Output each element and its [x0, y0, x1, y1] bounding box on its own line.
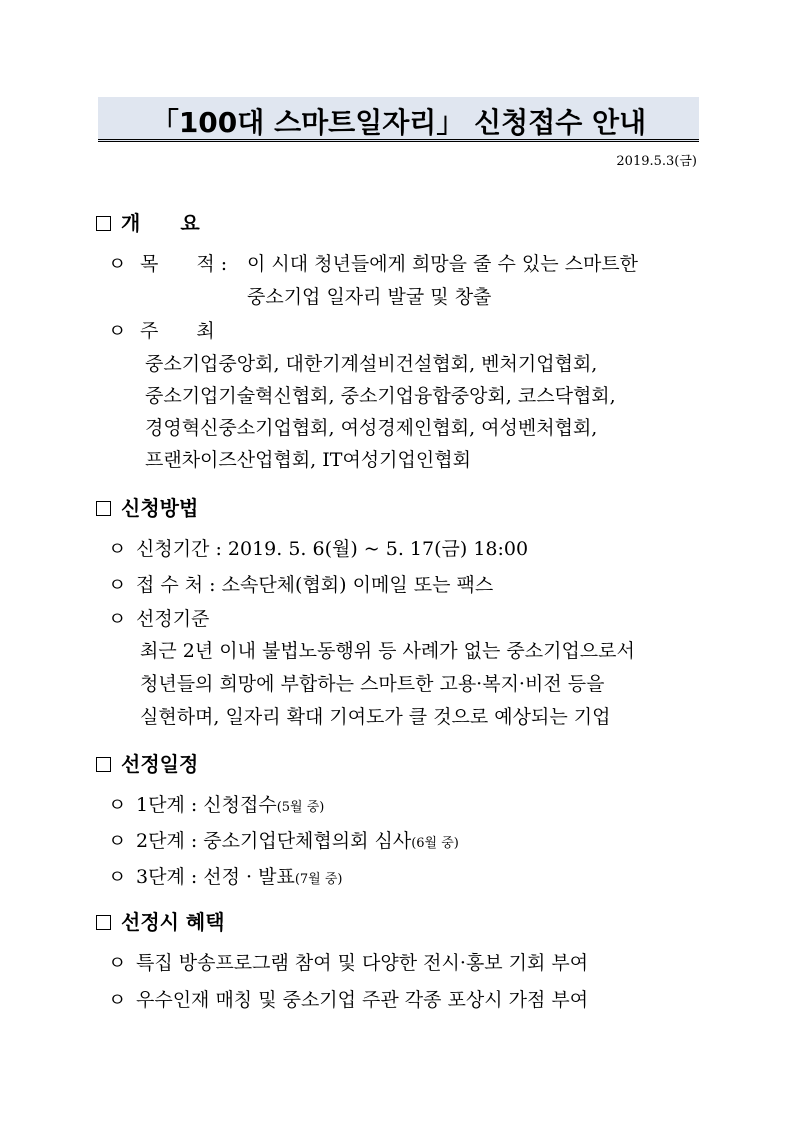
section-heading-benefits: 선정시 혜택	[96, 906, 225, 935]
purpose-text-cont: 중소기업 일자리 발굴 및 창출	[247, 286, 492, 308]
bullet-icon: ㅇ	[108, 794, 127, 816]
host-list-item: 중소기업기술혁신협회, 중소기업융합중앙회, 코스닥협회,	[145, 385, 616, 407]
bullet-icon: ㅇ	[108, 608, 127, 630]
schedule-step-2: 2단계 : 중소기업단체협의회 심사(6월 중)	[136, 830, 459, 852]
bullet-icon: ㅇ	[108, 989, 127, 1011]
bullet-icon: ㅇ	[108, 538, 127, 560]
benefit-item: 특집 방송프로그램 참여 및 다양한 전시·홍보 기회 부여	[136, 952, 589, 974]
purpose-label: 목 적 :	[140, 253, 228, 275]
bullet-icon: ㅇ	[108, 253, 127, 275]
criteria-label: 선정기준	[136, 608, 210, 630]
page-title: 「100대 스마트일자리」 신청접수 안내	[150, 106, 647, 139]
bullet-icon: ㅇ	[108, 866, 127, 888]
checkbox-square-icon	[96, 757, 111, 772]
section-heading-schedule: 선정일정	[96, 748, 198, 777]
checkbox-square-icon	[96, 915, 111, 930]
criteria-text: 최근 2년 이내 불법노동행위 등 사례가 없는 중소기업으로서	[140, 640, 635, 662]
criteria-text: 실현하며, 일자리 확대 기여도가 클 것으로 예상되는 기업	[140, 706, 611, 728]
title-banner	[98, 97, 699, 142]
benefit-item: 우수인재 매칭 및 중소기업 주관 각종 포상시 가점 부여	[136, 989, 589, 1011]
schedule-step-1: 1단계 : 신청접수(5월 중)	[136, 794, 325, 816]
bullet-icon: ㅇ	[108, 952, 127, 974]
bullet-icon: ㅇ	[108, 320, 127, 342]
section-heading-method: 신청방법	[96, 492, 198, 521]
host-label: 주 최	[140, 320, 215, 342]
purpose-text: 이 시대 청년들에게 희망을 줄 수 있는 스마트한	[247, 253, 639, 275]
receiver: 접 수 처 : 소속단체(협회) 이메일 또는 팩스	[136, 574, 494, 596]
bullet-icon: ㅇ	[108, 830, 127, 852]
section-heading-overview: 개 요	[96, 207, 200, 236]
checkbox-square-icon	[96, 501, 111, 516]
bullet-icon: ㅇ	[108, 574, 127, 596]
host-list-item: 중소기업중앙회, 대한기계설비건설협회, 벤처기업협회,	[145, 353, 598, 375]
criteria-text: 청년들의 희망에 부합하는 스마트한 고용·복지·비전 등을	[140, 673, 605, 695]
document-date: 2019.5.3(금)	[616, 154, 697, 169]
checkbox-square-icon	[96, 216, 111, 231]
application-period: 신청기간 : 2019. 5. 6(월) ~ 5. 17(금) 18:00	[136, 538, 529, 560]
schedule-step-3: 3단계 : 선정 · 발표(7월 중)	[136, 866, 343, 888]
host-list-item: 프랜차이즈산업협회, IT여성기업인협회	[145, 449, 471, 471]
host-list-item: 경영혁신중소기업협회, 여성경제인협회, 여성벤처협회,	[145, 417, 598, 439]
